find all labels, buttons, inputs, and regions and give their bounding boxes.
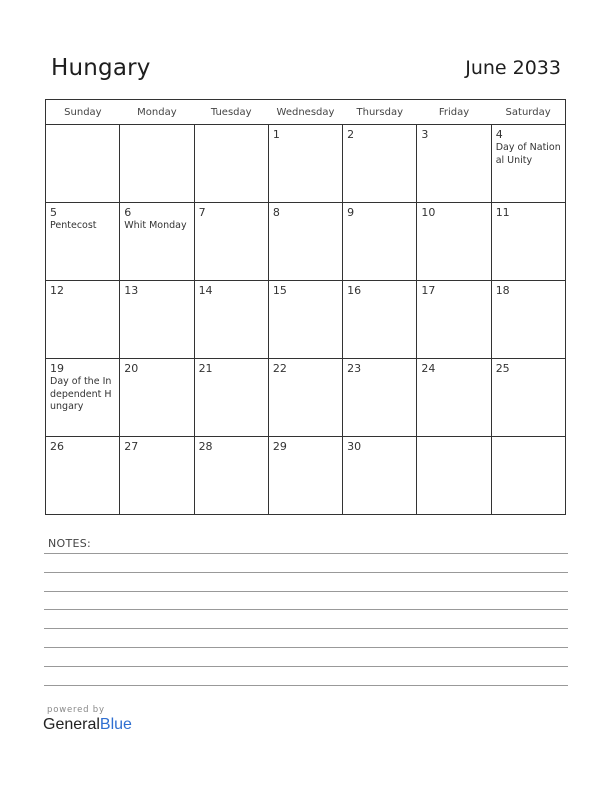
day-number: 17 <box>421 284 436 297</box>
note-line <box>44 572 568 573</box>
day-number: 29 <box>272 440 287 453</box>
day-number: 26 <box>50 440 64 453</box>
weekday-wednesday: Wednesday <box>268 100 342 125</box>
weekday-monday: Monday <box>120 100 194 125</box>
holiday-label: Day of National Unity <box>495 142 561 166</box>
day-cell <box>417 359 491 437</box>
day-cell <box>120 359 194 437</box>
month-title: June 2033 <box>465 57 561 79</box>
day-cell <box>491 281 565 359</box>
day-cell <box>120 125 194 203</box>
day-cell <box>46 359 120 437</box>
note-line <box>44 591 568 592</box>
day-number: 3 <box>421 128 429 141</box>
week-row <box>46 203 566 281</box>
day-cell <box>491 203 565 281</box>
day-cell <box>194 437 268 515</box>
day-number: 14 <box>198 284 213 297</box>
day-cell <box>417 281 491 359</box>
day-cell <box>46 203 120 281</box>
week-row <box>46 437 566 515</box>
day-number: 18 <box>495 284 510 297</box>
day-number: 21 <box>198 362 213 375</box>
weekday-header-row <box>46 100 566 125</box>
day-cell <box>268 281 342 359</box>
day-cell <box>120 203 194 281</box>
country-title: Hungary <box>51 55 151 81</box>
note-line <box>44 666 568 667</box>
day-cell <box>268 359 342 437</box>
day-number: 20 <box>124 362 139 375</box>
week-row <box>46 281 566 359</box>
week-row <box>46 125 566 203</box>
day-number: 23 <box>347 362 362 375</box>
day-cell <box>194 281 268 359</box>
day-cell <box>343 203 417 281</box>
day-number: 30 <box>347 440 362 453</box>
notes-label: NOTES: <box>48 537 92 550</box>
note-line <box>44 647 568 648</box>
day-cell <box>417 125 491 203</box>
weekday-sunday: Sunday <box>46 100 120 125</box>
brand-blue: Blue <box>99 716 132 733</box>
holiday-label: Pentecost <box>50 220 97 231</box>
day-number: 12 <box>50 284 64 297</box>
holiday-label: Whit Monday <box>124 220 187 231</box>
day-cell <box>491 437 565 515</box>
day-number: 6 <box>124 206 132 219</box>
day-number: 19 <box>50 362 64 375</box>
day-number: 7 <box>198 206 206 219</box>
day-number: 22 <box>272 362 287 375</box>
day-number: 13 <box>124 284 139 297</box>
day-cell <box>194 125 268 203</box>
day-cell <box>343 437 417 515</box>
day-number: 10 <box>421 206 436 219</box>
weekday-thursday: Thursday <box>343 100 417 125</box>
day-number: 24 <box>421 362 436 375</box>
day-number: 9 <box>347 206 355 219</box>
day-cell <box>343 125 417 203</box>
day-cell <box>120 437 194 515</box>
day-cell <box>268 203 342 281</box>
day-cell <box>343 281 417 359</box>
day-cell <box>491 359 565 437</box>
note-line <box>44 553 568 554</box>
day-cell <box>46 125 120 203</box>
day-number: 8 <box>272 206 280 219</box>
day-cell <box>194 203 268 281</box>
holiday-label: Day of the Independent Hungary <box>50 376 112 412</box>
day-number: 28 <box>198 440 213 453</box>
weekday-saturday: Saturday <box>491 100 565 125</box>
day-number: 4 <box>495 128 503 141</box>
day-number: 16 <box>347 284 362 297</box>
day-cell <box>417 203 491 281</box>
day-number: 1 <box>272 128 280 141</box>
day-cell <box>343 359 417 437</box>
day-cell <box>417 437 491 515</box>
day-number: 15 <box>272 284 287 297</box>
day-number: 11 <box>495 206 510 219</box>
day-number: 2 <box>347 128 355 141</box>
note-line <box>44 685 568 686</box>
day-number: 27 <box>124 440 139 453</box>
day-cell <box>268 437 342 515</box>
weekday-friday: Friday <box>417 100 491 125</box>
day-cell <box>491 125 565 203</box>
calendar-body <box>46 125 566 515</box>
note-line <box>44 628 568 629</box>
week-row <box>46 359 566 437</box>
day-number: 5 <box>50 206 57 219</box>
day-cell <box>46 437 120 515</box>
brand-general: General <box>43 716 100 733</box>
day-cell <box>194 359 268 437</box>
note-line <box>44 609 568 610</box>
weekday-tuesday: Tuesday <box>194 100 268 125</box>
day-cell <box>46 281 120 359</box>
calendar-grid <box>45 99 566 515</box>
powered-by-text: powered by <box>47 705 105 715</box>
day-cell <box>120 281 194 359</box>
generalblue-logo <box>43 716 132 734</box>
day-cell <box>268 125 342 203</box>
day-number: 25 <box>495 362 510 375</box>
